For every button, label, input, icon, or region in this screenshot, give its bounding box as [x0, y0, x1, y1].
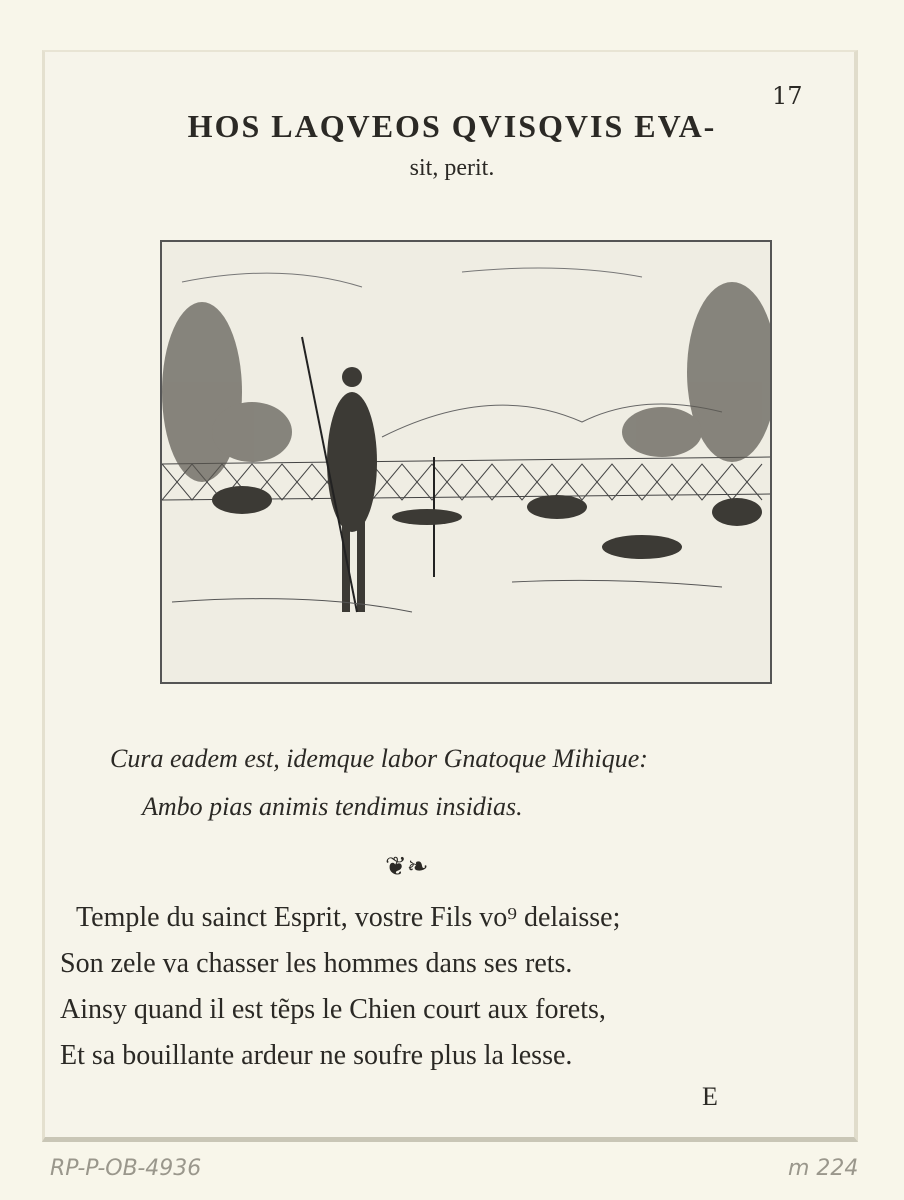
figures — [212, 337, 762, 612]
hunting-scene — [162, 242, 770, 682]
french-verse-line-2: Son zele va chasser les hommes dans ses rets. — [60, 948, 573, 979]
emblem-motto-continuation: sit, perit. — [409, 155, 495, 181]
trees — [162, 282, 770, 482]
latin-verse-line-1: Cura eadem est, idemque labor Gnatoque Mihique: — [110, 744, 648, 773]
emblem-motto: HOS LAQVEOS QVISQVIS EVA- — [187, 108, 717, 144]
french-verse-line-1: Temple du sainct Esprit, vostre Fils vo⁹ delaisse; — [76, 902, 621, 933]
page-number: 17 — [772, 82, 803, 110]
pencil-note: m 224 — [788, 1156, 859, 1181]
signature-mark: E — [702, 1082, 718, 1111]
latin-verse-line-2: Ambo pias animis tendimus insidias. — [142, 792, 523, 821]
fleuron-ornament: ❦❧ — [385, 852, 429, 882]
french-verse-line-4: Et sa bouillante ardeur ne soufre plus la lesse. — [60, 1040, 573, 1071]
etching-illustration — [160, 240, 772, 684]
inventory-number: RP-P-OB-4936 — [50, 1156, 202, 1181]
french-verse-line-3: Ainsy quand il est tẽps le Chien court aux forets, — [60, 994, 606, 1025]
